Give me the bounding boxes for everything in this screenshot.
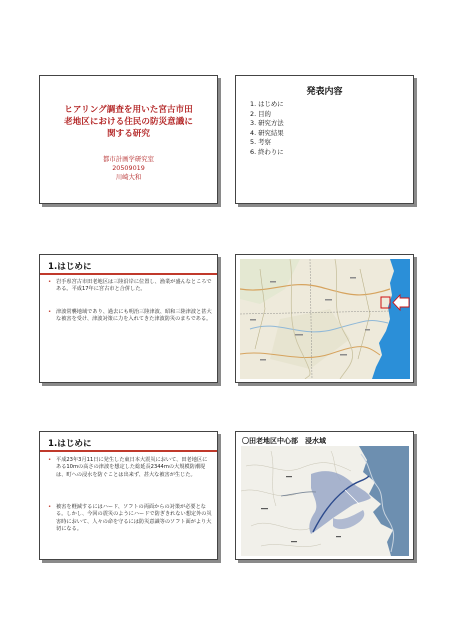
bullet-marker: •	[48, 309, 52, 315]
lab-name: 都市計画学研究室	[102, 155, 155, 163]
slide-location-map	[235, 254, 414, 383]
bullet-text: 岩手県宮古市田老地区は三陸沿岸に位置し、漁業が盛んなところである。平成17年に宮古市と合併した。	[56, 279, 212, 293]
slide-inundation-map	[235, 431, 414, 560]
bullet-text: 津波常襲地域であり、過去にも明治三陸津波、昭和三陸津波と甚大な被害を受け、津波対策に力を入れてきた津波防災のまちである。	[56, 309, 212, 323]
presentation-title	[46, 104, 211, 140]
list-item: 3. 研究方法	[250, 119, 284, 128]
bullet-item	[48, 504, 212, 533]
title-underline	[40, 450, 217, 452]
list-item: 1. はじめに	[250, 100, 284, 108]
title-line: ヒアリング調査を用いた宮古市田	[64, 105, 193, 115]
contents-list	[250, 100, 284, 158]
bullet-item	[48, 279, 212, 294]
bullet-marker: •	[48, 457, 52, 463]
list-item: 6. 終わりに	[250, 147, 284, 156]
bullet-text: 平成23年3月11日に発生した東日本大震災において、田老地区にある10mの高さの津波を想定した総延長2344mの大規模防潮堤は、町への浸水を防ぐことは出来ず、甚大な被害が生じた。	[56, 457, 208, 478]
bullet-marker: •	[48, 504, 52, 510]
list-item: 4. 研究結果	[250, 128, 284, 137]
slide-heading: 発表内容	[306, 87, 343, 97]
inundation-area-map-icon	[241, 446, 409, 556]
student-id: 20509019	[112, 164, 145, 172]
slide-introduction-2	[39, 431, 218, 560]
list-item: 5. 考察	[250, 138, 271, 147]
author-name: 川崎大和	[115, 173, 142, 181]
title-line: 関する研究	[107, 129, 150, 139]
slide-contents	[235, 75, 414, 204]
list-item: 2. 目的	[250, 109, 271, 118]
bullet-marker: •	[48, 279, 52, 285]
slide-title	[39, 75, 218, 204]
regional-map-with-arrow-icon	[240, 259, 410, 379]
slide-introduction-1	[39, 254, 218, 383]
slide-heading: 1.はじめに	[48, 439, 92, 449]
slide-heading: 〇田老地区中心部 浸水域	[242, 437, 326, 445]
bullet-text: 被害を軽減するにはハード、ソフトの両面からの対策が必要となる。しかし、今回の震災のようにハードで防ぎきれない想定外の災害時において、人々の命を守るには防災意識等のソフト面がより大切になる。	[56, 504, 212, 532]
slide-heading: 1.はじめに	[48, 262, 92, 272]
bullet-item	[48, 457, 212, 479]
title-underline	[40, 273, 217, 275]
bullet-item	[48, 309, 212, 324]
title-line: 老地区における住民の防災意識に	[64, 117, 193, 127]
